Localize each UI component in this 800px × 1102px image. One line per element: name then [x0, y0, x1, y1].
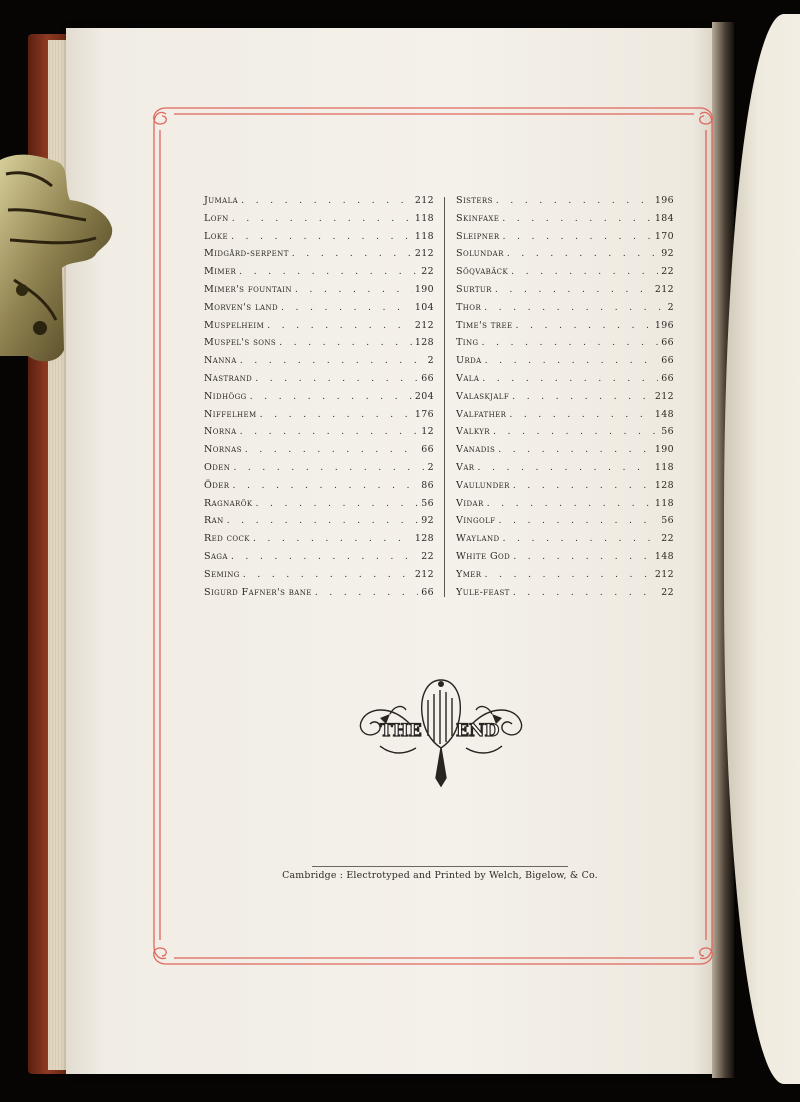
index-page-number: 22: [661, 586, 674, 598]
dot-leader: [485, 355, 659, 366]
index-page-number: 148: [654, 550, 674, 562]
dot-leader: [513, 587, 659, 598]
index-term: Mimer: [204, 266, 237, 278]
index-page-number: 212: [414, 319, 434, 331]
index-entry: [204, 320, 434, 338]
index-page-number: 12: [421, 426, 434, 438]
index-term: Var: [456, 461, 475, 473]
index-page-number: 204: [414, 390, 434, 402]
dot-leader: [513, 551, 652, 562]
index-term: Valfather: [456, 408, 507, 420]
index-term: Vidar: [456, 497, 484, 509]
dot-leader: [260, 409, 412, 420]
dot-leader: [495, 284, 652, 295]
index-page-number: 196: [654, 195, 674, 206]
index-entry: [456, 409, 674, 427]
index-entry: [456, 373, 674, 391]
index-page-number: 22: [661, 533, 674, 545]
index-term: Vaulunder: [456, 479, 510, 491]
dot-leader: [253, 533, 412, 544]
index-term: Nidhögg: [204, 390, 247, 402]
index-page-number: 128: [654, 479, 674, 491]
dot-leader: [292, 248, 412, 259]
index-term: Valkyr: [456, 426, 490, 438]
dot-leader: [482, 373, 658, 384]
index-entry: [204, 213, 434, 231]
index-term: Ran: [204, 515, 224, 527]
index-page-number: 2: [667, 301, 674, 313]
dot-leader: [233, 462, 424, 473]
dot-leader: [511, 266, 658, 277]
dot-leader: [231, 231, 412, 242]
index-entry: [204, 302, 434, 320]
dot-leader: [256, 498, 419, 509]
index-term: Valaskjalf: [456, 390, 510, 402]
index-entry: [456, 248, 674, 266]
dot-leader: [231, 551, 418, 562]
index-entry: [204, 231, 434, 249]
index-entry: [456, 533, 674, 551]
index-term: Jumala: [204, 195, 239, 206]
index-term: Midgård-serpent: [204, 248, 289, 260]
index-term: Vala: [456, 372, 480, 384]
index-entry: [204, 266, 434, 284]
dot-leader: [487, 498, 652, 509]
index-page-number: 22: [661, 266, 674, 278]
index-term: Söqvabäck: [456, 266, 509, 278]
index-entry: [456, 337, 674, 355]
dot-leader: [250, 391, 412, 402]
index-term: Red cock: [204, 533, 250, 545]
dot-leader: [227, 515, 419, 526]
index-term: Saga: [204, 550, 228, 562]
index-term: Sisters: [456, 195, 493, 206]
index-page-number: 118: [654, 461, 674, 473]
dot-leader: [279, 337, 412, 348]
index-page-number: 66: [421, 586, 434, 598]
index-term: Ting: [456, 337, 479, 349]
index-entry: [456, 551, 674, 569]
index-entry: [456, 426, 674, 444]
dot-leader: [503, 533, 659, 544]
index-term: Urda: [456, 355, 482, 367]
dot-leader: [232, 480, 418, 491]
index-term: White God: [456, 550, 511, 562]
index-term: Thor: [456, 301, 482, 313]
index-entry: [456, 213, 674, 231]
column-divider: [444, 197, 445, 597]
index-page-number: 170: [654, 230, 674, 242]
index-term: Sigurd Fafner's bane: [204, 586, 312, 598]
dot-leader: [481, 337, 658, 348]
index-entry: [456, 569, 674, 587]
index-entry: [456, 320, 674, 338]
dot-leader: [232, 213, 412, 224]
index-term: Sleipner: [456, 230, 500, 242]
dot-leader: [507, 248, 659, 259]
index-term: Lofn: [204, 212, 229, 224]
index-entry: [204, 355, 434, 373]
colophon-rule: [312, 866, 568, 867]
index-entry: [456, 266, 674, 284]
index-page-number: 22: [421, 266, 434, 278]
index-page-number: 196: [654, 319, 674, 331]
the-end-word-right: END: [456, 721, 500, 741]
index-page-number: 92: [421, 515, 434, 527]
index-entry: [456, 284, 674, 302]
dot-leader: [243, 569, 412, 580]
dot-leader: [498, 444, 652, 455]
index-term: Nastrand: [204, 372, 253, 384]
index-term: Muspelheim: [204, 319, 265, 331]
index-page-number: 212: [654, 283, 674, 295]
index-term: Loke: [204, 230, 229, 242]
dot-leader: [315, 587, 419, 598]
index-page-number: 190: [654, 444, 674, 456]
index-page-number: 104: [414, 301, 434, 313]
index-page-number: 2: [427, 461, 434, 473]
index-term: Seming: [204, 568, 240, 580]
index-term: Nornas: [204, 444, 242, 456]
index-entry: [204, 391, 434, 409]
index-entry: [204, 409, 434, 427]
dot-leader: [255, 373, 418, 384]
index-entry: [204, 498, 434, 516]
index-entry: [204, 515, 434, 533]
index-entry: [204, 444, 434, 462]
index-term: Skinfaxe: [456, 212, 500, 224]
index-term: Norna: [204, 426, 237, 438]
index-entry: [456, 231, 674, 249]
index-page-number: 128: [414, 337, 434, 349]
dot-leader: [281, 302, 412, 313]
the-end-word-left: THE: [380, 721, 422, 741]
index-term: Ragnarök: [204, 497, 253, 509]
index-page-number: 66: [661, 337, 674, 349]
index-term: Morven's land: [204, 301, 278, 313]
dot-leader: [502, 213, 652, 224]
index-page-number: 66: [421, 372, 434, 384]
index-entry: [456, 587, 674, 605]
index-page-number: 66: [421, 444, 434, 456]
index-entry: [204, 248, 434, 266]
index-entry: [204, 426, 434, 444]
dot-leader: [267, 320, 412, 331]
index-entry: [204, 533, 434, 551]
dot-leader: [503, 231, 652, 242]
index-term: Nanna: [204, 355, 237, 367]
index-term: Vanadis: [456, 444, 496, 456]
dot-leader: [240, 355, 425, 366]
index-term: Solundar: [456, 248, 504, 260]
index-page-number: 184: [654, 212, 674, 224]
index-page-number: 86: [421, 479, 434, 491]
index-term: Oden: [204, 461, 231, 473]
index-page-number: 212: [654, 568, 674, 580]
index-page-number: 118: [654, 497, 674, 509]
index-page-number: 56: [661, 426, 674, 438]
index-page-number: 190: [414, 283, 434, 295]
dot-leader: [515, 320, 651, 331]
index-page-number: 148: [654, 408, 674, 420]
index-page-number: 66: [661, 372, 674, 384]
index-entry: [204, 373, 434, 391]
dot-leader: [484, 302, 665, 313]
index-entry: [456, 195, 674, 213]
dot-leader: [477, 462, 651, 473]
index-entry: [456, 391, 674, 409]
index-entry: [204, 284, 434, 302]
index-page-number: 212: [414, 248, 434, 260]
index-entry: [204, 480, 434, 498]
dot-leader: [241, 195, 412, 206]
index-page-number: 56: [661, 515, 674, 527]
index-page-number: 2: [427, 355, 434, 367]
index-term: Muspel's sons: [204, 337, 277, 349]
the-end-emblem: [350, 674, 532, 790]
index-entry: [456, 515, 674, 533]
index-page-number: 92: [661, 248, 674, 260]
index-entry: [456, 302, 674, 320]
dot-leader: [498, 515, 658, 526]
index-term: Ymer: [456, 568, 482, 580]
dot-leader: [240, 426, 419, 437]
index-entry: [204, 195, 434, 213]
index-term: Niffelhem: [204, 408, 257, 420]
dot-leader: [484, 569, 651, 580]
index-entry: [204, 551, 434, 569]
index-page-number: 66: [661, 355, 674, 367]
index-term: Wayland: [456, 533, 500, 545]
index-term: Surtur: [456, 283, 492, 295]
index-entry: [456, 480, 674, 498]
index-term: Vingolf: [456, 515, 496, 527]
index-term: Time's tree: [456, 319, 513, 331]
dot-leader: [245, 444, 418, 455]
index-term: Mimer's fountain: [204, 283, 292, 295]
dot-leader: [295, 284, 412, 295]
printer-colophon: Cambridge : Electrotyped and Printed by Welch, Bigelow, & Co.: [282, 870, 598, 881]
index-page-number: 212: [414, 568, 434, 580]
index-page-number: 118: [414, 230, 434, 242]
index-entry: [456, 462, 674, 480]
dot-leader: [512, 391, 652, 402]
index-term: Yule-feast: [456, 586, 510, 598]
dot-leader: [496, 195, 652, 206]
dot-leader: [509, 409, 652, 420]
index-entry: [456, 498, 674, 516]
dot-leader: [239, 266, 418, 277]
index-page-number: 212: [654, 390, 674, 402]
index-page-number: 118: [414, 212, 434, 224]
index-page-number: 176: [414, 408, 434, 420]
index-page-number: 22: [421, 550, 434, 562]
index-term: Öder: [204, 479, 230, 491]
dot-leader: [513, 480, 652, 491]
index-entry: [204, 587, 434, 605]
index-column-right: [456, 195, 674, 604]
index-entry: [204, 462, 434, 480]
index-page-number: 56: [421, 497, 434, 509]
index-entry: [456, 355, 674, 373]
index-entry: [204, 569, 434, 587]
index-page-number: 212: [414, 195, 434, 206]
index-entry: [456, 444, 674, 462]
dot-leader: [493, 426, 658, 437]
index-entry: [204, 337, 434, 355]
index-column-left: [204, 195, 434, 604]
index-page-number: 128: [414, 533, 434, 545]
